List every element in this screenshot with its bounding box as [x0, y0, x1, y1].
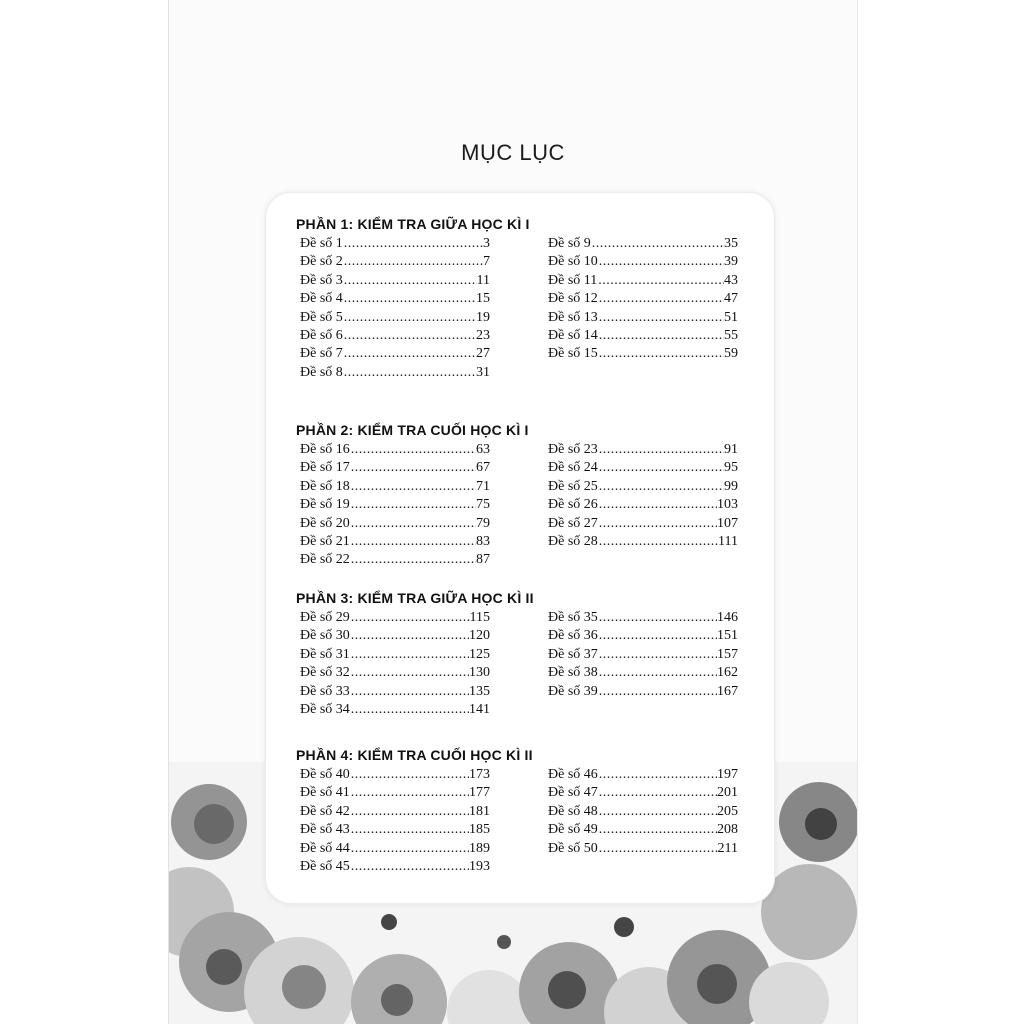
- toc-section-1: [296, 213, 756, 395]
- entry-page-number: 7: [483, 254, 490, 270]
- toc-entry[interactable]: [548, 609, 738, 627]
- entry-label: Đề số 4: [300, 291, 343, 307]
- entry-label: Đề số 30: [300, 628, 350, 644]
- dot-leader: [598, 840, 718, 858]
- dot-leader: [598, 627, 717, 645]
- entry-label: Đề số 43: [300, 822, 350, 838]
- toc-entry[interactable]: [300, 766, 490, 784]
- dot-leader: [350, 858, 469, 876]
- entry-page-number: 167: [717, 683, 738, 699]
- toc-column-left: [300, 609, 490, 719]
- entry-label: Đề số 47: [548, 785, 598, 801]
- toc-entry[interactable]: [548, 309, 738, 327]
- dot-leader: [343, 327, 476, 345]
- entry-label: Đề số 12: [548, 291, 598, 307]
- toc-columns: [296, 441, 756, 601]
- section-heading: PHẦN 1: KIỂM TRA GIỮA HỌC KÌ I: [296, 216, 530, 232]
- entry-label: Đề số 26: [548, 497, 598, 513]
- book-page: [168, 0, 858, 1024]
- toc-card: [265, 192, 775, 904]
- dot-leader: [350, 515, 476, 533]
- dot-leader: [597, 272, 724, 290]
- dot-leader: [598, 253, 724, 271]
- toc-entry[interactable]: [548, 784, 738, 802]
- dot-leader: [350, 784, 469, 802]
- entry-page-number: 189: [469, 840, 490, 856]
- entry-label: Đề số 33: [300, 683, 350, 699]
- toc-entry[interactable]: [300, 253, 490, 271]
- entry-page-number: 130: [469, 665, 490, 681]
- toc-entry[interactable]: [300, 701, 490, 719]
- entry-label: Đề số 23: [548, 442, 598, 457]
- toc-entry[interactable]: [300, 235, 490, 253]
- entry-label: Đề số 20: [300, 515, 350, 531]
- toc-columns: [296, 235, 756, 395]
- entry-page-number: 120: [469, 628, 490, 644]
- dot-leader: [598, 290, 724, 308]
- dot-leader: [350, 627, 469, 645]
- section-heading: PHẦN 3: KIỂM TRA GIỮA HỌC KÌ II: [296, 590, 534, 606]
- dot-leader: [598, 441, 724, 459]
- toc-entry[interactable]: [548, 441, 738, 459]
- entry-page-number: 125: [469, 646, 490, 662]
- toc-entry[interactable]: [300, 784, 490, 802]
- entry-label: Đề số 3: [300, 272, 343, 288]
- entry-label: Đề số 36: [548, 628, 598, 644]
- entry-label: Đề số 10: [548, 254, 598, 270]
- dot-leader: [350, 478, 476, 496]
- entry-page-number: 99: [724, 478, 738, 494]
- dot-leader: [343, 290, 476, 308]
- entry-page-number: 27: [476, 346, 490, 362]
- toc-entry[interactable]: [300, 272, 490, 290]
- toc-entry[interactable]: [548, 459, 738, 477]
- toc-column-left: [300, 235, 490, 382]
- dot-leader: [343, 272, 477, 290]
- entry-label: Đề số 29: [300, 610, 350, 625]
- entry-label: Đề số 42: [300, 803, 350, 819]
- toc-entry[interactable]: [300, 364, 490, 382]
- toc-entry[interactable]: [548, 803, 738, 821]
- entry-page-number: 55: [724, 327, 738, 343]
- dot-leader: [591, 235, 724, 253]
- toc-entry[interactable]: [548, 840, 738, 858]
- toc-entry[interactable]: [300, 533, 490, 551]
- toc-column-left: [300, 766, 490, 876]
- entry-label: Đề số 14: [548, 327, 598, 343]
- entry-label: Đề số 9: [548, 236, 591, 251]
- entry-page-number: 59: [724, 346, 738, 362]
- entry-page-number: 31: [476, 364, 490, 380]
- dot-leader: [350, 766, 469, 784]
- dot-leader: [598, 664, 717, 682]
- toc-column-left: [300, 441, 490, 570]
- toc-entry[interactable]: [548, 821, 738, 839]
- dot-leader: [343, 253, 483, 271]
- entry-label: Đề số 34: [300, 701, 350, 717]
- toc-entry[interactable]: [300, 840, 490, 858]
- entry-label: Đề số 7: [300, 346, 343, 362]
- entry-label: Đề số 44: [300, 840, 350, 856]
- toc-entry[interactable]: [300, 309, 490, 327]
- toc-entry[interactable]: [300, 627, 490, 645]
- entry-label: Đề số 8: [300, 364, 343, 380]
- entry-label: Đề số 35: [548, 610, 598, 625]
- toc-entry[interactable]: [300, 459, 490, 477]
- entry-label: Đề số 32: [300, 665, 350, 681]
- toc-entry[interactable]: [548, 253, 738, 271]
- dot-leader: [598, 496, 717, 514]
- entry-label: Đề số 27: [548, 515, 598, 531]
- entry-label: Đề số 45: [300, 858, 350, 874]
- toc-entry[interactable]: [300, 551, 490, 569]
- entry-label: Đề số 28: [548, 533, 598, 549]
- entry-page-number: 95: [724, 460, 738, 476]
- dot-leader: [350, 803, 469, 821]
- entry-label: Đề số 50: [548, 840, 598, 856]
- dot-leader: [598, 784, 717, 802]
- toc-entry[interactable]: [548, 515, 738, 533]
- dot-leader: [598, 533, 718, 551]
- toc-entry[interactable]: [300, 664, 490, 682]
- entry-page-number: 135: [469, 683, 490, 699]
- entry-page-number: 205: [717, 803, 738, 819]
- entry-page-number: 103: [717, 497, 738, 513]
- entry-page-number: 208: [717, 822, 738, 838]
- toc-entry[interactable]: [548, 683, 738, 701]
- dot-leader: [598, 515, 717, 533]
- entry-page-number: 79: [476, 515, 490, 531]
- toc-entry[interactable]: [548, 766, 738, 784]
- toc-entry[interactable]: [548, 290, 738, 308]
- toc-column-right: [548, 441, 738, 551]
- toc-entry[interactable]: [300, 345, 490, 363]
- entry-page-number: 83: [476, 533, 490, 549]
- entry-page-number: 201: [717, 785, 738, 801]
- dot-leader: [598, 459, 724, 477]
- entry-page-number: 157: [717, 646, 738, 662]
- toc-entry[interactable]: [300, 821, 490, 839]
- toc-column-right: [548, 766, 738, 858]
- toc-entry[interactable]: [548, 664, 738, 682]
- section-heading: PHẦN 4: KIỂM TRA CUỐI HỌC KÌ II: [296, 747, 533, 763]
- dot-leader: [350, 646, 469, 664]
- entry-label: Đề số 31: [300, 646, 350, 662]
- toc-section-4: [296, 744, 756, 926]
- entry-page-number: 211: [717, 840, 738, 856]
- dot-leader: [350, 551, 476, 569]
- toc-column-right: [548, 609, 738, 701]
- entry-label: Đề số 17: [300, 460, 350, 476]
- dot-leader: [598, 766, 717, 784]
- toc-column-right: [548, 235, 738, 364]
- entry-label: Đề số 40: [300, 767, 350, 782]
- dot-leader: [350, 609, 470, 627]
- dot-leader: [350, 459, 476, 477]
- entry-page-number: 3: [483, 236, 490, 251]
- section-heading: PHẦN 2: KIỂM TRA CUỐI HỌC KÌ I: [296, 422, 529, 438]
- toc-entry[interactable]: [300, 515, 490, 533]
- dot-leader: [598, 683, 717, 701]
- entry-label: Đề số 37: [548, 646, 598, 662]
- dot-leader: [350, 533, 476, 551]
- entry-page-number: 75: [476, 497, 490, 513]
- entry-page-number: 47: [724, 291, 738, 307]
- entry-label: Đề số 24: [548, 460, 598, 476]
- toc-entry[interactable]: [548, 496, 738, 514]
- entry-label: Đề số 1: [300, 236, 343, 251]
- dot-leader: [598, 821, 717, 839]
- dot-leader: [350, 683, 469, 701]
- dot-leader: [350, 701, 469, 719]
- toc-entry[interactable]: [548, 478, 738, 496]
- dot-leader: [343, 235, 483, 253]
- dot-leader: [598, 327, 724, 345]
- entry-label: Đề số 39: [548, 683, 598, 699]
- dot-leader: [343, 309, 476, 327]
- entry-label: Đề số 18: [300, 478, 350, 494]
- toc-entry[interactable]: [548, 533, 738, 551]
- entry-label: Đề số 13: [548, 309, 598, 325]
- entry-page-number: 177: [469, 785, 490, 801]
- entry-label: Đề số 22: [300, 552, 350, 568]
- dot-leader: [350, 821, 469, 839]
- entry-page-number: 181: [469, 803, 490, 819]
- entry-page-number: 51: [724, 309, 738, 325]
- entry-label: Đề số 48: [548, 803, 598, 819]
- entry-label: Đề số 5: [300, 309, 343, 325]
- toc-entry[interactable]: [300, 858, 490, 876]
- entry-label: Đề số 19: [300, 497, 350, 513]
- dot-leader: [350, 840, 469, 858]
- entry-page-number: 71: [476, 478, 490, 494]
- entry-page-number: 87: [476, 552, 490, 568]
- toc-entry[interactable]: [300, 478, 490, 496]
- entry-page-number: 15: [476, 291, 490, 307]
- dot-leader: [350, 496, 476, 514]
- dot-leader: [598, 609, 717, 627]
- entry-page-number: 141: [469, 701, 490, 717]
- entry-label: Đề số 38: [548, 665, 598, 681]
- entry-page-number: 23: [476, 327, 490, 343]
- page-title: MỤC LỤC: [461, 140, 565, 165]
- toc-section-2: [296, 419, 756, 601]
- entry-label: Đề số 41: [300, 785, 350, 801]
- dot-leader: [343, 345, 476, 363]
- toc-columns: [296, 766, 756, 926]
- entry-page-number: 39: [724, 254, 738, 270]
- entry-page-number: 173: [469, 767, 490, 782]
- entry-page-number: 35: [724, 236, 738, 251]
- toc-entry[interactable]: [300, 327, 490, 345]
- entry-page-number: 11: [476, 272, 490, 288]
- entry-label: Đề số 21: [300, 533, 350, 549]
- entry-page-number: 111: [718, 533, 738, 549]
- toc-entry[interactable]: [300, 646, 490, 664]
- entry-label: Đề số 15: [548, 346, 598, 362]
- toc-entry[interactable]: [300, 496, 490, 514]
- dot-leader: [343, 364, 476, 382]
- entry-page-number: 146: [717, 610, 738, 625]
- dot-leader: [598, 646, 717, 664]
- toc-entry[interactable]: [548, 345, 738, 363]
- entry-page-number: 162: [717, 665, 738, 681]
- dot-leader: [350, 664, 469, 682]
- dot-leader: [598, 478, 724, 496]
- entry-page-number: 91: [724, 442, 738, 457]
- dot-leader: [598, 345, 724, 363]
- entry-label: Đề số 11: [548, 272, 598, 288]
- entry-page-number: 185: [469, 822, 490, 838]
- entry-page-number: 151: [717, 628, 738, 644]
- entry-label: Đề số 25: [548, 478, 598, 494]
- toc-entry[interactable]: [548, 627, 738, 645]
- entry-page-number: 63: [476, 442, 490, 457]
- dot-leader: [598, 803, 717, 821]
- toc-entry[interactable]: [300, 441, 490, 459]
- toc-entry[interactable]: [548, 272, 738, 290]
- toc-entry[interactable]: [300, 803, 490, 821]
- dot-leader: [350, 441, 476, 459]
- entry-page-number: 67: [476, 460, 490, 476]
- entry-label: Đề số 49: [548, 822, 598, 838]
- entry-page-number: 43: [724, 272, 738, 288]
- entry-page-number: 19: [476, 309, 490, 325]
- entry-label: Đề số 2: [300, 254, 343, 270]
- entry-page-number: 197: [717, 767, 738, 782]
- entry-page-number: 107: [717, 515, 738, 531]
- toc-entry[interactable]: [548, 327, 738, 345]
- toc-entry[interactable]: [300, 609, 490, 627]
- toc-section-3: [296, 587, 756, 769]
- entry-label: Đề số 46: [548, 767, 598, 782]
- entry-label: Đề số 16: [300, 442, 350, 457]
- dot-leader: [598, 309, 724, 327]
- toc-entry[interactable]: [300, 290, 490, 308]
- toc-entry[interactable]: [300, 683, 490, 701]
- toc-entry[interactable]: [548, 646, 738, 664]
- entry-label: Đề số 6: [300, 327, 343, 343]
- entry-page-number: 115: [469, 610, 490, 625]
- entry-page-number: 193: [469, 858, 490, 874]
- toc-entry[interactable]: [548, 235, 738, 253]
